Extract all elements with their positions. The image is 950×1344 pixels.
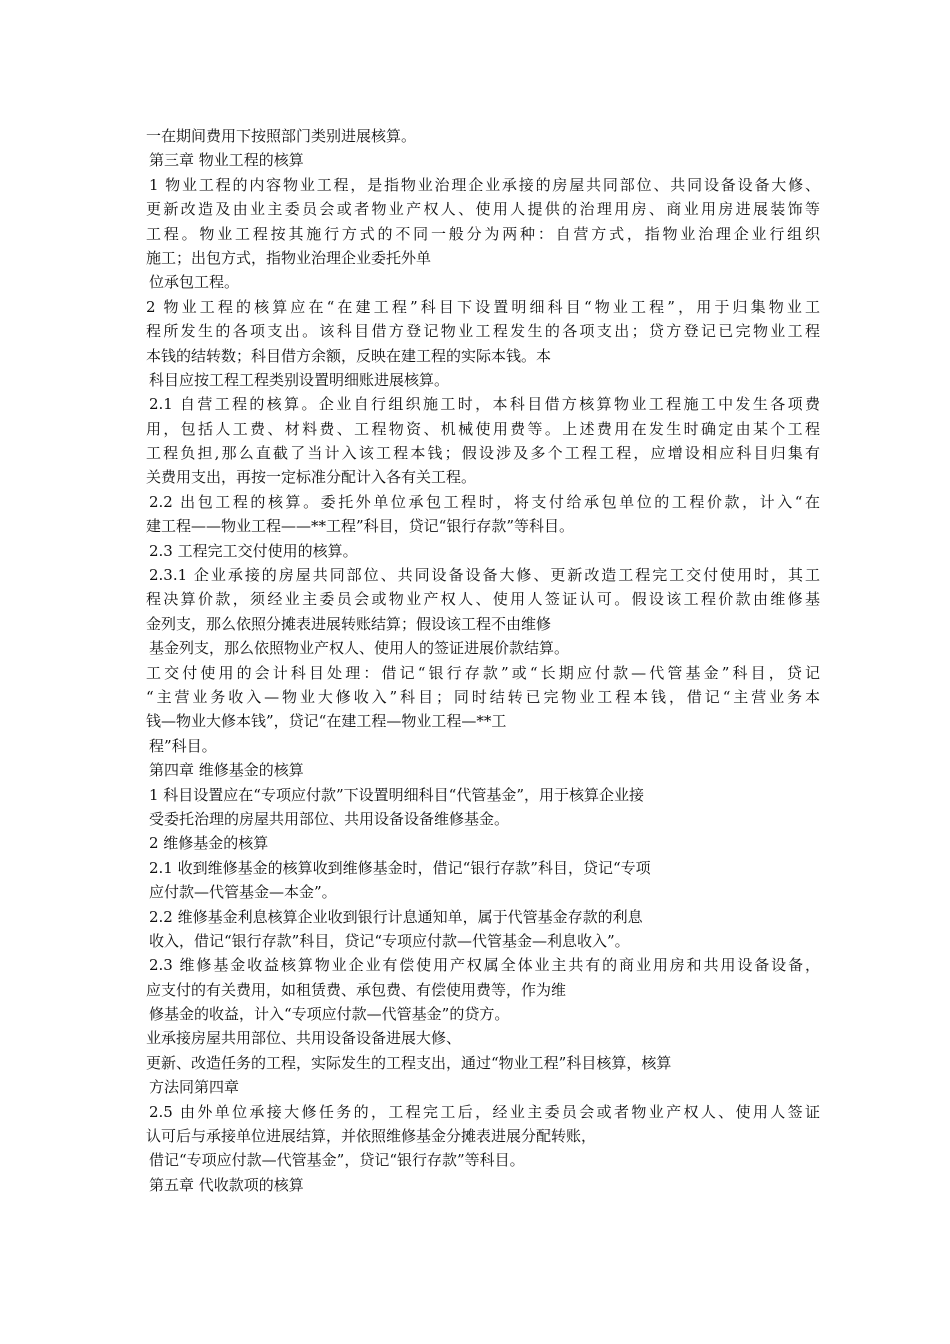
text-line: 更新、改造任务的工程，实际发生的工程支出，通过“物业工程”科目核算，核算 — [146, 1053, 672, 1072]
text-line: 工程。物业工程按其施行方式的不同一般分为两种：自营方式，指物业治理企业行组织 — [146, 224, 820, 243]
text-line: 施工；出包方式，指物业治理企业委托外单 — [146, 248, 432, 267]
text-line: 建工程——物业工程——**工程”科目，贷记“银行存款”等科目。 — [146, 517, 575, 536]
text-line: 2.5 由外单位承接大修任务的，工程完工后，经业主委员会或者物业产权人、使用人签证 — [149, 1102, 820, 1121]
text-line: 一在期间费用下按照部门类别进展核算。 — [146, 127, 417, 145]
text-line: 修基金的收益，计入“专项应付款—代管基金”的贷方。 — [149, 1005, 510, 1024]
text-line: 应支付的有关费用，如租赁费、承包费、有偿使用费等，作为维 — [146, 980, 567, 999]
text-line: 1 科目设置应在“专项应付款”下设置明细科目“代管基金”，用于核算企业接 — [149, 785, 644, 804]
text-line: 2.3 工程完工交付使用的核算。 — [149, 541, 358, 560]
text-line: 2 物业工程的核算应在“在建工程”科目下设置明细科目“物业工程”，用于归集物业工 — [146, 297, 820, 316]
text-line: 2.3.1 企业承接的房屋共同部位、共同设备设备大修、更新改造工程完工交付使用时，其工 — [149, 566, 820, 585]
text-line: 关费用支出，再按一定标准分配计入各有关工程。 — [146, 468, 477, 487]
text-line: 应付款—代管基金—本金”。 — [149, 883, 337, 902]
text-line: 收入，借记“银行存款”科目，贷记“专项应付款—代管基金—利息收入”。 — [149, 931, 630, 950]
text-line: 本钱的结转数；科目借方余额，反映在建工程的实际本钱。本 — [146, 346, 552, 365]
text-line: 程决算价款，须经业主委员会或物业产权人、使用人签证认可。假设该工程价款由维修基 — [146, 590, 820, 609]
text-line: 2.1 自营工程的核算。企业自行组织施工时，本科目借方核算物业工程施工中发生各项费 — [149, 395, 820, 414]
text-line: 2 维修基金的核算 — [149, 834, 269, 853]
document-body — [146, 124, 820, 1197]
text-line: “主营业务收入—物业大修收入”科目；同时结转已完物业工程本钱，借记“主营业务本 — [146, 687, 820, 706]
text-line: 2.2 出包工程的核算。委托外单位承包工程时，将支付给承包单位的工程价款，计入“在 — [149, 492, 820, 511]
text-line: 2.1 收到维修基金的核算收到维修基金时，借记“银行存款”科目，贷记“专项 — [149, 858, 651, 877]
text-line: 程”科目。 — [149, 736, 217, 755]
text-line: 方法同第四章 — [149, 1078, 240, 1097]
text-line: 金列支，那么依照分摊表进展转账结算；假设该工程不由维修 — [146, 614, 552, 633]
text-line: 第五章 代收款项的核算 — [149, 1175, 304, 1194]
text-line: 1 物业工程的内容物业工程，是指物业治理企业承接的房屋共同部位、共同设备设备大修、 — [149, 175, 820, 194]
text-line: 更新改造及由业主委员会或者物业产权人、使用人提供的治理用房、商业用房进展装饰等 — [146, 200, 820, 219]
text-line: 第四章 维修基金的核算 — [149, 761, 304, 780]
text-line: 2.2 维修基金利息核算企业收到银行计息通知单，属于代管基金存款的利息 — [149, 907, 643, 926]
text-line: 用，包括人工费、材料费、工程物资、机械使用费等。上述费用在发生时确定由某个工程 — [146, 419, 820, 438]
text-line: 钱—物业大修本钱”，贷记“在建工程—物业工程—**工 — [146, 712, 507, 731]
text-line: 第三章 物业工程的核算 — [149, 151, 304, 170]
text-line: 受委托治理的房屋共用部位、共用设备设备维修基金。 — [149, 809, 510, 828]
text-line: 借记“专项应付款—代管基金”，贷记“银行存款”等科目。 — [149, 1151, 525, 1170]
text-line: 工程负担,那么直截了当计入该工程本钱；假设涉及多个工程工程，应增设相应科目归集有 — [146, 444, 820, 463]
text-line: 2.3 维修基金收益核算物业企业有偿使用产权属全体业主共有的商业用房和共用设备设备， — [149, 956, 820, 975]
text-line: 业承接房屋共用部位、共用设备设备进展大修、 — [146, 1029, 462, 1048]
text-line: 工交付使用的会计科目处理：借记“银行存款”或“长期应付款—代管基金”科目，贷记 — [146, 663, 820, 682]
text-line: 基金列支，那么依照物业产权人、使用人的签证进展价款结算。 — [149, 639, 570, 658]
text-line: 认可后与承接单位进展结算，并依照维修基金分摊表进展分配转账， — [146, 1127, 597, 1146]
text-line: 位承包工程。 — [149, 273, 240, 292]
text-line: 科目应按工程工程类别设置明细账进展核算。 — [149, 370, 450, 389]
text-line: 程所发生的各项支出。该科目借方登记物业工程发生的各项支出；贷方登记已完物业工程 — [146, 322, 820, 341]
